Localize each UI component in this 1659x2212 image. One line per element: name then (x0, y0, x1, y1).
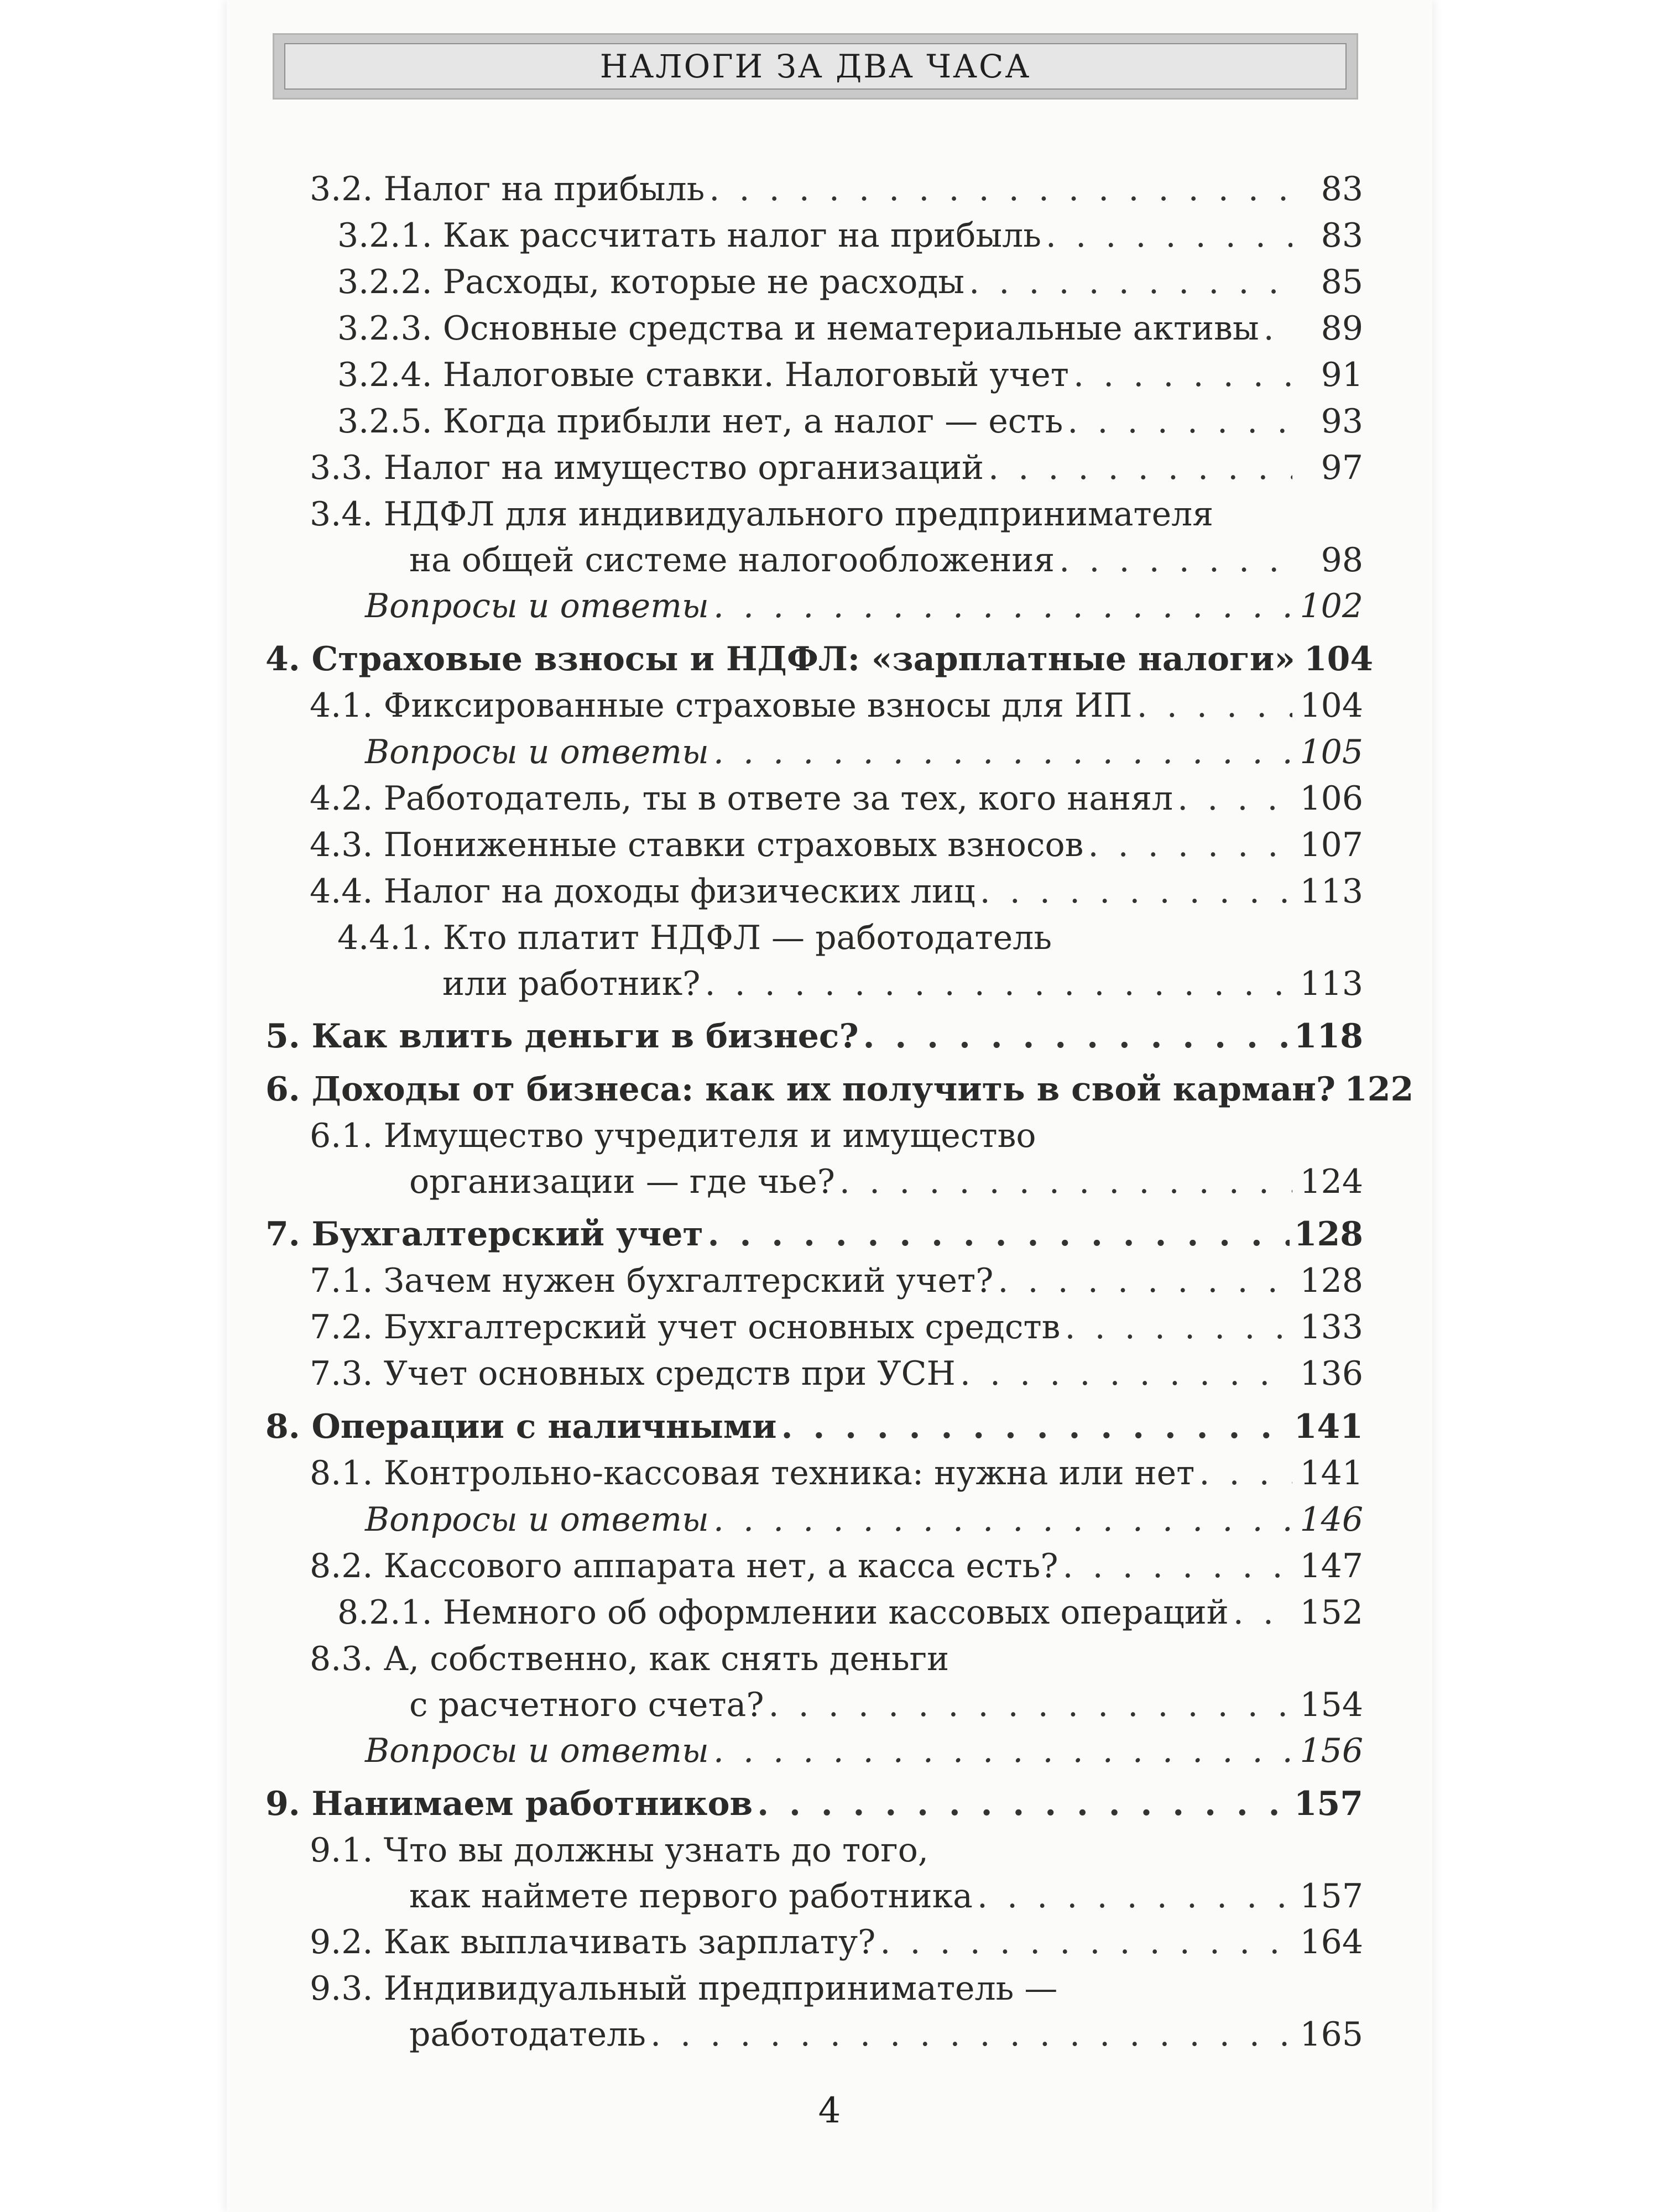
toc-entry-page: 104 (1303, 640, 1374, 679)
toc-entry-title: 6. Доходы от бизнеса: как их получить в свой карман? (265, 1070, 1336, 1109)
toc-leader-dots (713, 729, 1292, 775)
toc-entry (265, 1404, 1363, 1450)
toc-entry-title: как наймете первого работника (409, 1877, 973, 1916)
toc-entry-page: 141 (1293, 1407, 1363, 1446)
toc-leader-dots (1065, 1304, 1292, 1350)
toc-entry-page: 156 (1300, 1731, 1363, 1770)
toc-leader-dots (880, 1919, 1292, 1965)
toc-entry (265, 1919, 1363, 1965)
toc-entry (265, 212, 1363, 259)
toc-entry-title: 3.3. Налог на имущество организаций (310, 448, 984, 487)
toc-entry (265, 1827, 1363, 1874)
toc-entry (265, 1965, 1363, 2012)
toc-leader-dots (988, 445, 1292, 491)
toc-entry (265, 1496, 1363, 1543)
toc-leader-dots (980, 868, 1292, 915)
toc-leader-dots (708, 1211, 1290, 1258)
toc-leader-dots (839, 1159, 1292, 1204)
toc-entry (265, 166, 1363, 212)
toc-entry-page: 98 (1321, 541, 1363, 580)
toc-entry (265, 1159, 1363, 1204)
toc-entry-page: 157 (1293, 1785, 1363, 1823)
toc-entry-page: 113 (1300, 964, 1363, 1003)
toc-entry-page: 147 (1300, 1547, 1363, 1585)
toc-entry-page: 106 (1300, 779, 1363, 818)
toc-entry (265, 1450, 1363, 1496)
toc-entry-title: Вопросы и ответы (365, 1500, 709, 1539)
toc-entry-title: 3.2.2. Расходы, которые не расходы (337, 263, 965, 301)
toc-entry-title: 4.4.1. Кто платит НДФЛ — работодатель (337, 919, 1052, 957)
toc-entry-title: Вопросы и ответы (365, 733, 709, 771)
toc-entry-title: 7.3. Учет основных средств при УСН (310, 1354, 956, 1393)
toc-leader-dots (1233, 1589, 1292, 1636)
toc-entry (265, 682, 1363, 729)
toc-entry-title: 4.3. Пониженные ставки страховых взносов (310, 826, 1084, 864)
toc-entry (265, 915, 1363, 961)
toc-entry-title: 3.2.4. Налоговые ставки. Налоговый учет (337, 356, 1069, 394)
toc-entry-page: 124 (1300, 1162, 1363, 1201)
toc-entry-title: с расчетного счета? (409, 1686, 764, 1724)
toc-entry (265, 1113, 1363, 1159)
toc-entry (265, 636, 1374, 682)
table-of-contents (265, 166, 1414, 2057)
toc-entry (265, 1589, 1363, 1636)
running-header (273, 33, 1358, 100)
toc-entry-page: 122 (1344, 1070, 1414, 1109)
toc-entry-title: Вопросы и ответы (365, 587, 709, 625)
toc-entry-title: 4.2. Работодатель, ты в ответе за тех, кого нанял (310, 779, 1173, 818)
page-number: 4 (818, 2090, 841, 2131)
toc-entry-title: 3.2.5. Когда прибыли нет, а налог — есть (337, 402, 1063, 441)
toc-leader-dots (1199, 1450, 1292, 1496)
toc-entry-title: 4.4. Налог на доходы физических лиц (310, 872, 975, 911)
toc-leader-dots (757, 1781, 1290, 1827)
toc-entry (265, 352, 1363, 398)
toc-entry (265, 1728, 1363, 1774)
toc-entry (265, 729, 1363, 775)
toc-leader-dots (713, 583, 1292, 629)
toc-entry (265, 868, 1363, 915)
toc-leader-dots (1067, 398, 1292, 445)
running-header-title: НАЛОГИ ЗА ДВА ЧАСА (599, 48, 1031, 85)
toc-entry (265, 1304, 1363, 1350)
toc-entry (265, 1211, 1363, 1258)
toc-entry-title: 9. Нанимаем работников (265, 1785, 753, 1823)
toc-entry-page: 89 (1321, 309, 1363, 348)
toc-entry (265, 822, 1363, 868)
toc-entry-title: 7.1. Зачем нужен бухгалтерский учет? (310, 1261, 994, 1300)
toc-leader-dots (1059, 538, 1292, 583)
toc-entry (265, 445, 1363, 491)
toc-entry-title: 9.1. Что вы должны узнать до того, (310, 1831, 928, 1870)
toc-leader-dots (1264, 305, 1292, 352)
toc-entry-page: 152 (1300, 1593, 1363, 1632)
toc-entry (265, 961, 1363, 1006)
toc-entry-page: 157 (1300, 1877, 1363, 1916)
toc-entry-page: 104 (1300, 686, 1363, 725)
toc-entry-title: 6.1. Имущество учредителя и имущество (310, 1117, 1036, 1155)
toc-leader-dots (977, 1874, 1292, 1919)
toc-leader-dots (1073, 352, 1292, 398)
toc-entry-title: 8.2. Кассового аппарата нет, а касса есть? (310, 1547, 1058, 1585)
toc-entry-page: 83 (1321, 216, 1363, 255)
toc-entry (265, 1682, 1363, 1728)
toc-entry-page: 105 (1300, 733, 1363, 771)
toc-leader-dots (650, 2012, 1292, 2057)
toc-entry-title: 9.3. Индивидуальный предприниматель — (310, 1969, 1058, 2008)
toc-entry (265, 1350, 1363, 1397)
toc-entry-title: 8.3. А, собственно, как снять деньги (310, 1640, 950, 1678)
toc-entry (265, 1013, 1363, 1060)
toc-entry-title: организации — где чье? (409, 1162, 835, 1201)
toc-entry-title: на общей системе налогообложения (409, 541, 1055, 580)
toc-leader-dots (998, 1258, 1292, 1304)
toc-entry-page: 154 (1300, 1686, 1363, 1724)
toc-entry (265, 1636, 1363, 1682)
toc-entry-page: 102 (1300, 587, 1363, 625)
toc-entry (265, 1874, 1363, 1919)
toc-entry-title: 5. Как влить деньги в бизнес? (265, 1017, 859, 1056)
toc-entry-title: 3.2.1. Как рассчитать налог на прибыль (337, 216, 1041, 255)
toc-leader-dots (713, 1496, 1292, 1543)
toc-entry-title: 3.2. Налог на прибыль (310, 170, 705, 208)
toc-entry (265, 1258, 1363, 1304)
toc-entry-page: 93 (1321, 402, 1363, 441)
toc-entry-title: работодатель (409, 2015, 646, 2054)
toc-leader-dots (960, 1350, 1292, 1397)
toc-entry-page: 133 (1300, 1308, 1363, 1347)
toc-entry (265, 538, 1363, 583)
toc-entry-page: 128 (1293, 1215, 1363, 1254)
toc-entry-page: 136 (1300, 1354, 1363, 1393)
toc-entry-page: 141 (1300, 1454, 1363, 1493)
toc-leader-dots (863, 1013, 1290, 1060)
toc-entry-title: 3.2.3. Основные средства и нематериальные активы (337, 309, 1259, 348)
toc-leader-dots (709, 166, 1292, 212)
toc-leader-dots (1063, 1543, 1292, 1589)
toc-entry (265, 1543, 1363, 1589)
toc-entry-title: 8. Операции с наличными (265, 1407, 777, 1446)
toc-entry-title: 9.2. Как выплачивать зарплату? (310, 1923, 876, 1961)
toc-entry-page: 128 (1300, 1261, 1363, 1300)
toc-entry-page: 164 (1300, 1923, 1363, 1961)
toc-leader-dots (1088, 822, 1292, 868)
toc-entry (265, 583, 1363, 629)
toc-entry-page: 97 (1321, 448, 1363, 487)
toc-entry (265, 259, 1363, 305)
toc-entry-page: 146 (1300, 1500, 1363, 1539)
toc-leader-dots (969, 259, 1292, 305)
toc-entry-title: 4.1. Фиксированные страховые взносы для ИП (310, 686, 1133, 725)
toc-leader-dots (1177, 775, 1292, 822)
toc-entry (265, 305, 1363, 352)
toc-entry-page: 83 (1321, 170, 1363, 208)
toc-entry-title: Вопросы и ответы (365, 1731, 709, 1770)
toc-entry-title: 7.2. Бухгалтерский учет основных средств (310, 1308, 1061, 1347)
toc-entry-page: 107 (1300, 826, 1363, 864)
toc-leader-dots (713, 1728, 1292, 1774)
toc-entry (265, 398, 1363, 445)
toc-entry (265, 1066, 1414, 1113)
toc-leader-dots (768, 1682, 1292, 1728)
toc-entry-title: или работник? (442, 964, 701, 1003)
toc-leader-dots (705, 961, 1292, 1006)
running-header-frame (284, 43, 1347, 90)
toc-entry-title: 8.1. Контрольно-кассовая техника: нужна или нет (310, 1454, 1195, 1493)
toc-leader-dots (1046, 212, 1292, 259)
toc-entry-page: 85 (1321, 263, 1363, 301)
toc-entry-page: 165 (1300, 2015, 1363, 2054)
toc-leader-dots (1137, 682, 1292, 729)
toc-entry (265, 775, 1363, 822)
toc-entry (265, 491, 1363, 538)
toc-entry (265, 2012, 1363, 2057)
toc-entry-title: 7. Бухгалтерский учет (265, 1215, 703, 1254)
toc-entry-page: 113 (1300, 872, 1363, 911)
toc-entry (265, 1781, 1363, 1827)
toc-entry-title: 4. Страховые взносы и НДФЛ: «зарплатные налоги» (265, 640, 1295, 679)
toc-entry-title: 8.2.1. Немного об оформлении кассовых операций (337, 1593, 1229, 1632)
toc-entry-page: 91 (1321, 356, 1363, 394)
toc-entry-title: 3.4. НДФЛ для индивидуального предпринимателя (310, 495, 1214, 534)
toc-leader-dots (781, 1404, 1290, 1450)
toc-entry-page: 118 (1293, 1017, 1363, 1056)
